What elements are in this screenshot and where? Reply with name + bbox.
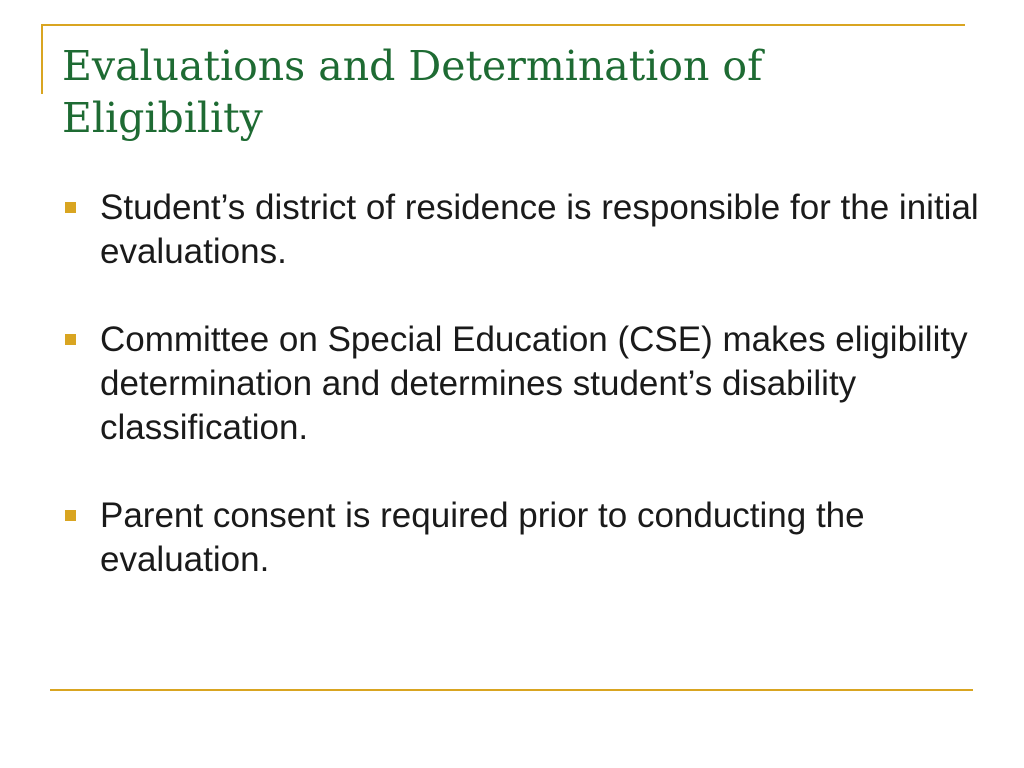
bullet-item bbox=[62, 318, 982, 450]
slide-title: Evaluations and Determination of Eligibility bbox=[62, 42, 763, 142]
bullet-text: Committee on Special Education (CSE) makes eligibility determination and determines student’s disability classification. bbox=[100, 320, 968, 447]
bullet-text: Student’s district of residence is responsible for the initial evaluations. bbox=[100, 188, 979, 271]
bullet-list bbox=[62, 186, 982, 626]
bullet-item bbox=[62, 186, 982, 274]
bullet-text: Parent consent is required prior to conducting the evaluation. bbox=[100, 496, 865, 579]
bullet-item bbox=[62, 494, 982, 582]
square-bullet-icon bbox=[65, 510, 76, 521]
top-rule bbox=[41, 24, 965, 26]
left-rule bbox=[41, 24, 43, 94]
square-bullet-icon bbox=[65, 334, 76, 345]
bottom-rule bbox=[50, 689, 973, 691]
square-bullet-icon bbox=[65, 202, 76, 213]
